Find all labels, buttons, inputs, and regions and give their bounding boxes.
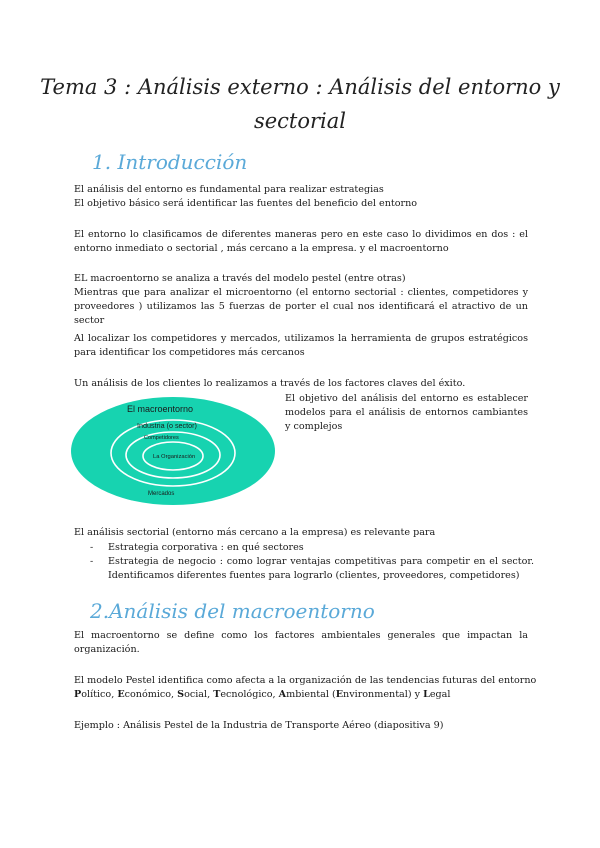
paragraph-pestel-2: Mientras que para analizar el microentorno (el entorno sectorial : clientes, competidores y proveedores ) utilizamos las 5 fuerzas de porter el cual nos identificará el atractivo de un sector <box>74 287 528 326</box>
label-mercados: Mercados <box>148 491 175 497</box>
label-competidores: Competidores <box>144 435 179 441</box>
section-heading-macroentorno: 2.Análisis del macroentorno <box>90 599 375 623</box>
pestel-rest: olítico, <box>81 689 118 700</box>
pestel-initial: E <box>117 689 125 700</box>
pestel-rest: conómico, <box>124 689 178 700</box>
pestel-rest: nvironmental) y <box>343 689 424 700</box>
pestel-initial: P <box>74 689 82 700</box>
bullet-text: Estrategia de negocio : como lograr ventajas competitivas para competir en el sector. Identificamos diferentes fuentes para lograrlo (clientes, proveedores, competidores) <box>108 556 534 581</box>
pestel-rest: egal <box>429 689 451 700</box>
page-title: Tema 3 : Análisis externo : Análisis del entorno y sectorial <box>40 75 560 133</box>
pestel-initial: T <box>213 689 221 700</box>
pestel-rest: mbiental ( <box>286 689 336 700</box>
section-heading-introduccion: 1. Introducción <box>92 150 248 174</box>
paragraph-objetivo: El objetivo del análisis del entorno es establecer modelos para el análisis de entornos cambiantes y complejos <box>285 393 528 432</box>
bullet-item <box>74 541 534 555</box>
label-organizacion: La Organización <box>153 454 196 460</box>
macroentorno-diagram <box>70 396 276 506</box>
paragraph-sectorial: El análisis sectorial (entorno más cercano a la empresa) es relevante para <box>74 527 436 538</box>
pestel-rest: ecnológico, <box>220 689 279 700</box>
bullet-item <box>74 555 534 583</box>
paragraph-clientes: Un análisis de los clientes lo realizamos a través de los factores claves del éxito. <box>74 378 466 389</box>
text-line-2: El objetivo básico será identificar las fuentes del beneficio del entorno <box>74 198 418 209</box>
label-industria: Industria (o sector) <box>137 421 197 430</box>
paragraph-pestel-factors <box>74 688 528 702</box>
sectorial-bullet-list <box>74 541 534 583</box>
text-line-1: El análisis del entorno es fundamental para realizar estrategias <box>74 184 384 195</box>
paragraph-competidores: Al localizar los competidores y mercados, utilizamos la herramienta de grupos estratégicos para identificar los competidores más cercanos <box>74 333 528 358</box>
pestel-rest: ocial, <box>184 689 214 700</box>
label-macroentorno: El macroentorno <box>127 404 194 414</box>
bullet-dash: - <box>90 542 94 553</box>
pestel-initial: S <box>177 689 185 700</box>
paragraph-pestel-1: EL macroentorno se analiza a través del modelo pestel (entre otras) <box>74 273 406 284</box>
bullet-dash: - <box>90 556 94 567</box>
bullet-text: Estrategia corporativa : en qué sectores <box>108 542 304 553</box>
pestel-initial: E <box>335 689 344 700</box>
paragraph-clasificamos: El entorno lo clasificamos de diferentes maneras pero en este caso lo dividimos en dos : el entorno inmediato o sectorial , más cercano a la empresa. y el macroentorno <box>74 229 528 254</box>
paragraph-define: El macroentorno se define como los factores ambientales generales que impactan la organización. <box>74 630 528 655</box>
paragraph-ejemplo: Ejemplo : Análisis Pestel de la Industria de Transporte Aéreo (diapositiva 9) <box>74 720 444 731</box>
pestel-initial: L <box>423 689 430 700</box>
paragraph-modelo: El modelo Pestel identifica como afecta a la organización de las tendencias futuras del entorno <box>74 675 537 686</box>
pestel-initial: A <box>278 689 287 700</box>
